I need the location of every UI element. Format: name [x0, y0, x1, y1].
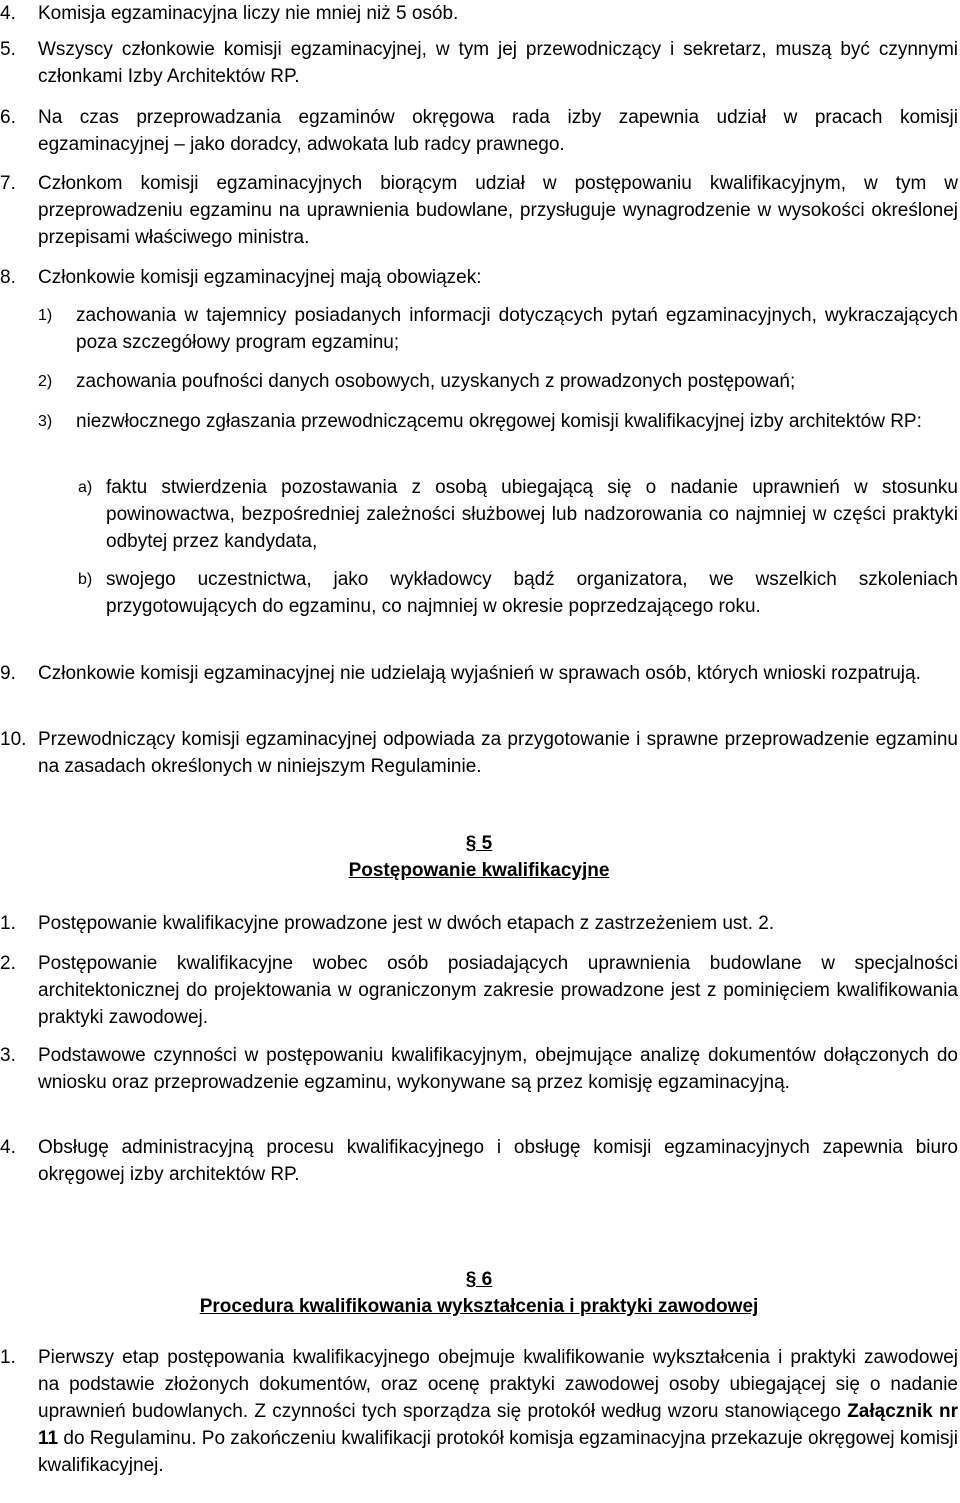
item-number: 9. — [0, 663, 16, 684]
item-text: Członkom komisji egzaminacyjnych biorącym udział w postępowaniu kwalifikacyjnym, w tym w przeprowadzeniu egzaminu na uprawnienia budowlane, przysługuje wynagrodzenie w wysokości określonej przepisami właściwego ministra. — [38, 173, 958, 248]
report-item — [66, 566, 958, 620]
duty-text: zachowania w tajemnicy posiadanych informacji dotyczących pytań egzaminacyjnych, wykraczających poza szczegółowy program egzaminu; — [76, 305, 958, 353]
list-item — [0, 36, 958, 90]
report-letter: a) — [78, 479, 93, 496]
list-item — [0, 170, 958, 251]
list-item — [0, 104, 958, 158]
list-item — [0, 910, 958, 937]
duty-number: 2) — [38, 373, 53, 390]
list-item — [0, 264, 958, 291]
report-text: faktu stwierdzenia pozostawania z osobą ubiegającą się o nadanie uprawnień w stosunku powinowactwa, bezpośredniej zależności służbowej lub nadzorowania co najmniej w części praktyki odbytej przez kandydata, — [106, 477, 958, 552]
list-item — [0, 950, 958, 1031]
item-text-end: do Regulaminu. Po zakończeniu kwalifikacji protokół komisja egzaminacyjna przekazuje okręgowej komisji kwalifikacyjnej. — [38, 1428, 958, 1476]
duty-number: 1) — [38, 307, 53, 324]
item-text-start: Pierwszy etap postępowania kwalifikacyjnego obejmuje kwalifikowanie wykształcenia i praktyki zawodowej na podstawie złożonych dokumentów, oraz ocenę praktyki zawodowej osoby ubiegającej się o nadanie uprawnień budowlanych. Z czynności tych sporządza się protokół według wzoru stanowiącego — [38, 1347, 958, 1422]
item-number: 4. — [0, 1137, 16, 1158]
duty-text: zachowania poufności danych osobowych, uzyskanych z prowadzonych postępowań; — [76, 371, 796, 392]
duty-item — [38, 302, 958, 356]
item-text: Na czas przeprowadzania egzaminów okręgowa rada izby zapewnia udział w pracach komisji egzaminacyjnej – jako doradcy, adwokata lub radcy prawnego. — [38, 107, 958, 155]
section-5-heading — [0, 830, 958, 884]
item-text: Przewodniczący komisji egzaminacyjnej odpowiada za przygotowanie i sprawne przeprowadzenie egzaminu na zasadach określonych w niniejszym Regulaminie. — [38, 729, 958, 777]
item-number: 6. — [0, 107, 16, 128]
list-item — [0, 660, 958, 687]
duty-item — [38, 368, 958, 395]
list-item — [0, 0, 958, 27]
item-number: 4. — [0, 3, 16, 24]
list-item — [0, 1344, 958, 1479]
item-text — [38, 1344, 958, 1479]
item-number: 2. — [0, 953, 16, 974]
item-number: 1. — [0, 913, 16, 934]
item-text: Wszyscy członkowie komisji egzaminacyjnej, w tym jej przewodniczący i sekretarz, muszą być czynnymi członkami Izby Architektów RP. — [38, 39, 958, 87]
report-letter: b) — [78, 571, 93, 588]
item-number: 8. — [0, 267, 16, 288]
item-text: Członkowie komisji egzaminacyjnej nie udzielają wyjaśnień w sprawach osób, których wnioski rozpatrują. — [38, 663, 921, 684]
section-title: Postępowanie kwalifikacyjne — [348, 860, 610, 881]
item-number: 5. — [0, 39, 16, 60]
item-number: 10. — [0, 729, 27, 750]
list-item — [0, 1042, 958, 1096]
report-item — [66, 474, 958, 555]
item-text: Postępowanie kwalifikacyjne wobec osób posiadających uprawnienia budowlane w specjalności architektonicznej do projektowania w ograniczonym zakresie prowadzone jest z pominięciem kwalifikowania praktyki zawodowej. — [38, 953, 958, 1028]
list-item — [0, 726, 958, 780]
report-text: swojego uczestnictwa, jako wykładowcy bądź organizatora, we wszelkich szkoleniach przygotowujących do egzaminu, co najmniej w okresie poprzedzającego roku. — [106, 569, 958, 617]
paragraph-sign: § 6 — [465, 1269, 493, 1290]
annex-reference: Załącznik nr 11 — [38, 1401, 958, 1449]
section-6-heading — [0, 1266, 958, 1320]
item-text: Podstawowe czynności w postępowaniu kwalifikacyjnym, obejmujące analizę dokumentów dołączonych do wniosku oraz przeprowadzenie egzaminu, wykonywane są przez komisję egzaminacyjną. — [38, 1045, 958, 1093]
item-text: Członkowie komisji egzaminacyjnej mają obowiązek: — [38, 267, 482, 288]
item-text: Obsługę administracyjną procesu kwalifikacyjnego i obsługę komisji egzaminacyjnych zapewnia biuro okręgowej izby architektów RP. — [38, 1137, 958, 1185]
paragraph-sign: § 5 — [465, 833, 493, 854]
list-item — [0, 1134, 958, 1188]
item-number: 7. — [0, 173, 16, 194]
item-number: 1. — [0, 1347, 16, 1368]
section-title: Procedura kwalifikowania wykształcenia i praktyki zawodowej — [199, 1296, 759, 1317]
item-text: Postępowanie kwalifikacyjne prowadzone jest w dwóch etapach z zastrzeżeniem ust. 2. — [38, 913, 775, 934]
duty-number: 3) — [38, 413, 53, 430]
item-number: 3. — [0, 1045, 16, 1066]
item-text: Komisja egzaminacyjna liczy nie mniej niż 5 osób. — [38, 3, 459, 24]
duty-text: niezwłocznego zgłaszania przewodniczącemu okręgowej komisji kwalifikacyjnej izby architektów RP: — [76, 411, 922, 432]
duty-item — [38, 408, 958, 435]
